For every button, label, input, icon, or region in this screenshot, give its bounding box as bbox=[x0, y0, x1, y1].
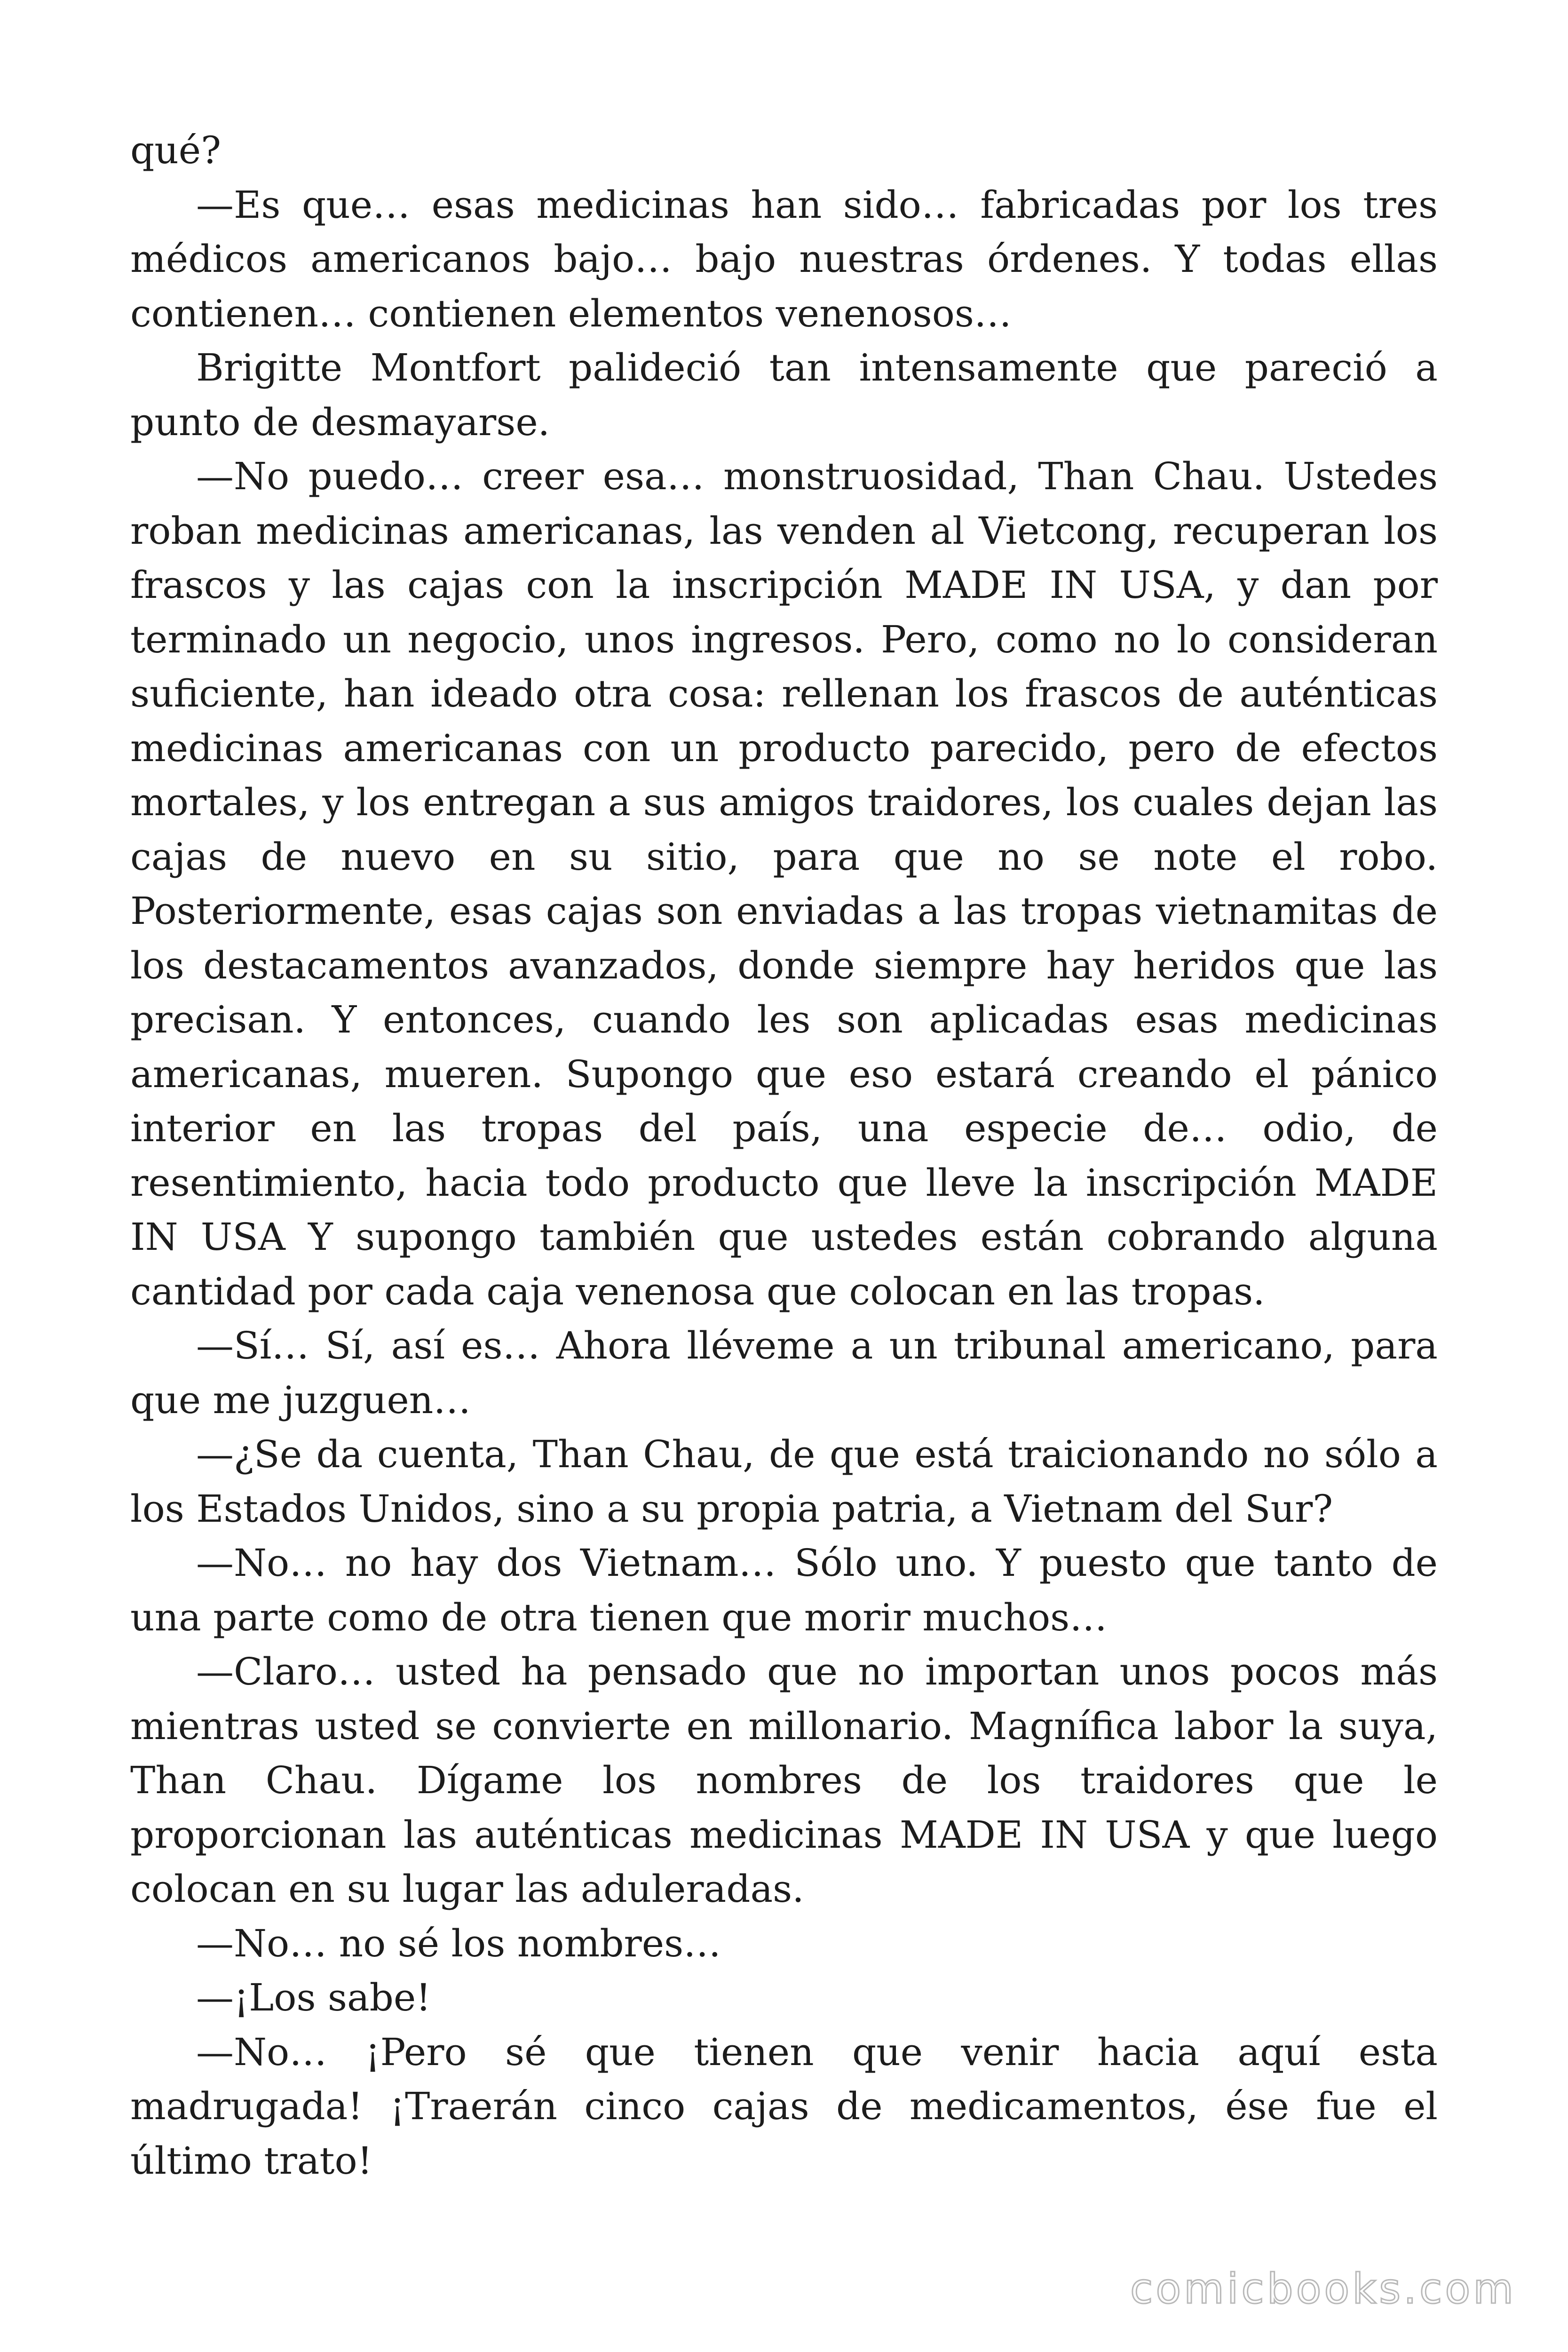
paragraph-tribunal: —Sí… Sí, así es… Ahora lléveme a un tribunal americano, para que me juzguen… bbox=[130, 1324, 1438, 1422]
paragraph-medicines-dialogue: —Es que… esas medicinas han sido… fabricadas por los tres médicos americanos bajo… bajo nuestras órdenes. Y todas ellas contienen… contienen elementos venenosos… bbox=[130, 183, 1438, 335]
paragraph-monstruosidad: —No puedo… creer esa… monstruosidad, Than Chau. Ustedes roban medicinas americanas, las venden al Vietcong, recuperan los frascos y las cajas con la inscripción MADE IN USA, y dan por terminado un negocio, unos ingresos. Pero, como no lo consideran suficiente, han ideado otra cosa: rellenan los frascos de auténticas medicinas americanas con un producto parecido, pero de efectos mortales, y los entregan a sus amigos traidores, los cuales dejan las cajas de nuevo en su sitio, para que no se note el robo. Posteriormente, esas cajas son enviadas a las tropas vietnamitas de los destacamentos avanzados, donde siempre hay heridos que las precisan. Y entonces, cuando les son aplicadas esas medicinas americanas, mueren. Supongo que eso estará creando el pánico interior en las tropas del país, una especie de… odio, de resentimiento, hacia todo producto que lleve la inscripción MADE IN USA Y supongo también que ustedes están cobrando alguna cantidad por cada caja venenosa que colocan en las tropas. bbox=[130, 454, 1438, 1313]
paragraph-millonario: —Claro… usted ha pensado que no importan unos pocos más mientras usted se convierte en millonario. Magnífica labor la suya, Than Chau. Dígame los nombres de los traidores que le proporcionan las auténticas medicinas MADE IN USA y que luego colocan en su lugar las aduleradas. bbox=[130, 1650, 1438, 1911]
paragraph-ultimo-trato: —No… ¡Pero sé que tienen que venir hacia aquí esta madrugada! ¡Traerán cinco cajas de medicamentos, ése fue el último trato! bbox=[130, 2030, 1438, 2183]
paragraph-traicionando: —¿Se da cuenta, Than Chau, de que está traicionando no sólo a los Estados Unidos, sino a su propia patria, a Vietnam del Sur? bbox=[130, 1432, 1438, 1531]
paragraph-los-sabe: —¡Los sabe! bbox=[196, 1976, 431, 2019]
paragraph-continuation: qué? bbox=[130, 128, 221, 172]
body-text bbox=[130, 123, 1438, 2188]
paragraph-dos-vietnam: —No… no hay dos Vietnam… Sólo uno. Y puesto que tanto de una parte como de otra tienen que morir muchos… bbox=[130, 1541, 1438, 1639]
paragraph-no-se-nombres: —No… no sé los nombres… bbox=[196, 1921, 721, 1965]
watermark-text: comicbooks.com bbox=[1130, 2265, 1516, 2313]
paragraph-brigitte-reaction: Brigitte Montfort palideció tan intensamente que pareció a punto de desmayarse. bbox=[130, 346, 1438, 444]
